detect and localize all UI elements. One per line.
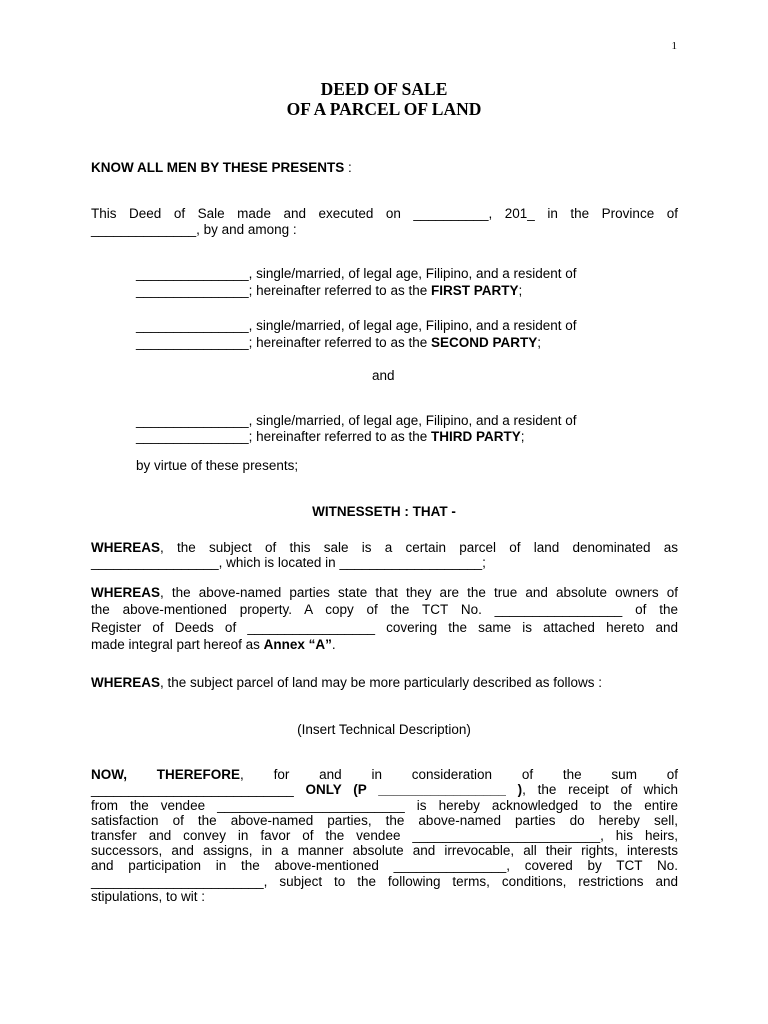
receipt-text: , the receipt of which	[522, 782, 678, 797]
whereas2-line-3: Register of Deeds of _________________ covering the same is attached hereto and	[91, 620, 678, 635]
first-party-line-2	[136, 282, 522, 299]
amount-only-label: ONLY (P _________________ )	[305, 782, 523, 797]
semicolon: ;	[520, 429, 525, 444]
whereas2-line-2: the above-mentioned property. A copy of the TCT No. _________________ of the	[91, 602, 678, 617]
third-party-label: THIRD PARTY	[430, 429, 521, 444]
whereas1-text: , the subject of this sale is a certain parcel of land denominated as	[160, 540, 678, 555]
party-ref-text: _______________; hereinafter referred to as the	[136, 283, 431, 298]
second-party-label: SECOND PARTY	[430, 335, 538, 350]
third-party-line-2	[136, 428, 525, 445]
now-therefore-line-6: successors, and assigns, in a manner absolute and irrevocable, all their rights, interests	[91, 843, 678, 858]
second-party-line-2	[136, 334, 541, 351]
document-subtitle: OF A PARCEL OF LAND	[286, 99, 482, 119]
whereas1-line-2: _________________, which is located in ___________________;	[91, 555, 486, 570]
by-virtue-text: by virtue of these presents;	[136, 458, 299, 473]
first-party-line-1: _______________, single/married, of legal age, Filipino, and a resident of	[136, 266, 577, 281]
now-therefore-line-3: from the vendee _________________________ is hereby acknowledged to the entire	[91, 798, 678, 813]
whereas2-line-1	[91, 584, 678, 601]
annex-label: Annex “A”	[263, 637, 332, 652]
intro-line-2: ______________, by and among :	[91, 222, 297, 237]
now-therefore-line-5: transfer and convey in favor of the vendee _________________________, his heirs,	[91, 828, 678, 843]
first-party-label: FIRST PARTY	[430, 283, 519, 298]
page-number: 1	[671, 40, 677, 52]
third-party-line-1: _______________, single/married, of legal age, Filipino, and a resident of	[136, 413, 577, 428]
now-therefore-text: , for and in consideration of the sum of	[240, 767, 678, 782]
witnesseth-heading: WITNESSETH : THAT -	[312, 504, 456, 519]
party-ref-text: _______________; hereinafter referred to as the	[136, 429, 431, 444]
whereas2-line-4	[91, 636, 336, 653]
whereas2-line4-text: made integral part hereof as	[91, 637, 264, 652]
whereas3-text: , the subject parcel of land may be more particularly described as follows :	[160, 675, 602, 690]
semicolon: ;	[518, 283, 523, 298]
whereas3-line	[91, 674, 602, 691]
second-party-line-1: _______________, single/married, of legal age, Filipino, and a resident of	[136, 318, 577, 333]
now-therefore-line-7: and participation in the above-mentioned _______________, covered by TCT No.	[91, 858, 678, 873]
know-all-colon: :	[344, 160, 352, 175]
document-title: DEED OF SALE	[320, 79, 448, 99]
semicolon: ;	[537, 335, 542, 350]
insert-technical-description: (Insert Technical Description)	[297, 722, 471, 737]
whereas2-text: , the above-named parties state that they are the true and absolute owners of	[160, 585, 678, 600]
party-ref-text: _______________; hereinafter referred to as the	[136, 335, 431, 350]
now-therefore-line-2	[91, 781, 678, 798]
and-text: and	[372, 368, 395, 383]
now-therefore-label: NOW, THEREFORE	[91, 767, 241, 782]
whereas-label: WHEREAS	[91, 540, 161, 555]
now-therefore-line-9: stipulations, to wit :	[91, 889, 206, 904]
now-therefore-line-8: _______________________, subject to the following terms, conditions, restrictions and	[91, 874, 678, 889]
amount-words-blank: ___________________________	[91, 782, 306, 797]
period: .	[331, 637, 336, 652]
whereas-label: WHEREAS	[91, 585, 161, 600]
know-all-text: KNOW ALL MEN BY THESE PRESENTS	[91, 160, 345, 175]
now-therefore-line-4: satisfaction of the above-named parties, the above-named parties do hereby sell,	[91, 813, 678, 828]
whereas-label: WHEREAS	[91, 675, 161, 690]
intro-line-1: This Deed of Sale made and executed on __________, 201_ in the Province of	[91, 206, 678, 221]
know-all-heading	[91, 159, 352, 176]
